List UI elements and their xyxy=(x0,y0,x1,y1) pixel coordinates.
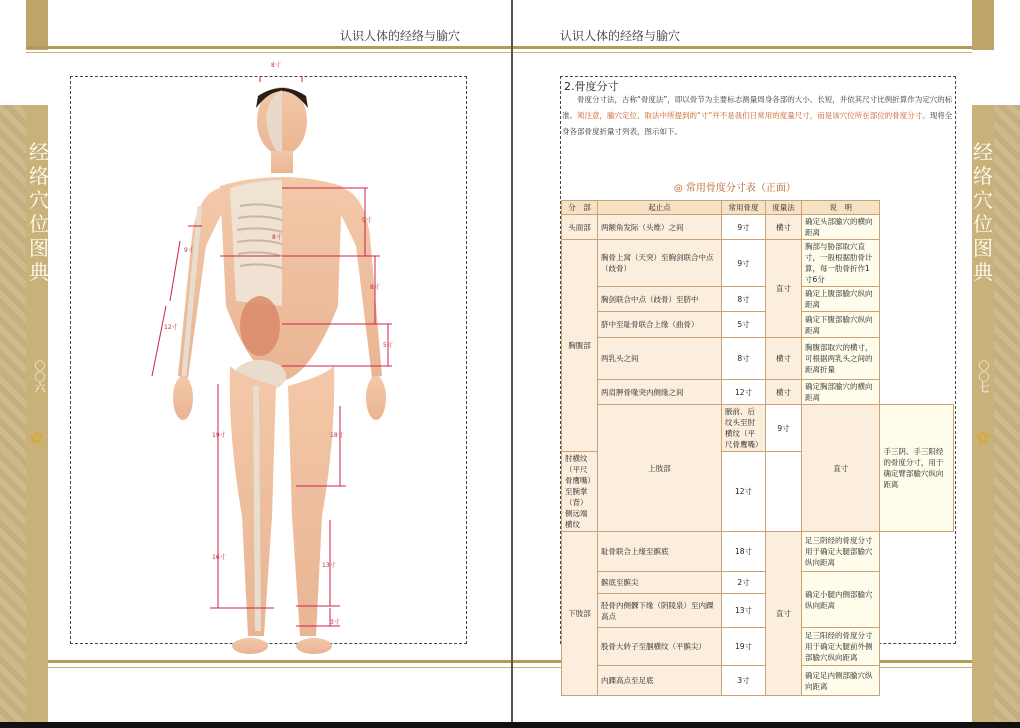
note-cell: 足三阳经的骨度分寸用于确定大腿前外侧部腧穴纵向距离 xyxy=(802,628,880,666)
from-cell: 两肩胛骨喙突内侧缘之间 xyxy=(598,380,722,405)
table-row xyxy=(562,240,954,287)
method-cell: 横寸 xyxy=(766,380,802,405)
side-title-vertical: 经 络 穴 位 图 典 xyxy=(973,140,993,284)
measure-label-shin-outer: 13寸 xyxy=(322,562,336,569)
region-cell: 头面部 xyxy=(562,215,598,240)
bottom-edge xyxy=(0,722,1020,728)
measure-label-thigh-inner: 19寸 xyxy=(212,432,226,439)
table-row xyxy=(562,312,954,338)
table-row xyxy=(562,287,954,312)
table-row xyxy=(562,380,954,405)
header-cun: 常用骨度 xyxy=(722,201,766,215)
cun-cell: 19寸 xyxy=(722,628,766,666)
table-row xyxy=(562,572,954,594)
note-cell: 胸部与胁部取穴直寸，一般根据肋骨计算，每一肋骨折作1寸6分 xyxy=(802,240,880,287)
table-row xyxy=(562,405,954,452)
header-rule xyxy=(26,46,512,49)
header-method: 度量法 xyxy=(766,201,802,215)
note-cell: 确定胸部腧穴的横向距离 xyxy=(802,380,880,405)
from-cell: 胸骨上窝（天突）至胸剑联合中点（歧骨） xyxy=(598,240,722,287)
page-number: 〇〇六 xyxy=(33,360,46,393)
top-corner-decoration xyxy=(972,0,994,50)
from-cell: 髌底至髌尖 xyxy=(598,572,722,594)
note-cell: 确定头部腧穴的横向距离 xyxy=(802,215,880,240)
running-header: 认识人体的经络与腧穴 xyxy=(340,29,461,43)
region-cell: 上肢部 xyxy=(598,405,722,532)
header-rule-thin xyxy=(26,52,512,53)
header-note: 说 明 xyxy=(802,201,880,215)
table-row xyxy=(562,666,954,696)
human-figure-illustration xyxy=(70,76,465,656)
side-pattern-strip xyxy=(0,105,26,722)
method-cell: 横寸 xyxy=(766,338,802,380)
flower-ornament-icon: ✿ xyxy=(30,428,44,447)
measure-label-lower-abdomen: 5寸 xyxy=(383,342,393,349)
cun-cell: 2寸 xyxy=(722,572,766,594)
note-cell: 确定足内侧部腧穴纵向距离 xyxy=(802,666,880,696)
cun-cell: 9寸 xyxy=(722,215,766,240)
side-title-vertical: 经 络 穴 位 图 典 xyxy=(29,140,49,284)
cun-cell: 8寸 xyxy=(722,287,766,312)
note-cell: 确定上腹部腧穴纵向距离 xyxy=(802,287,880,312)
flower-ornament-icon: ✿ xyxy=(976,428,990,447)
method-cell: 直寸 xyxy=(766,240,802,338)
measure-label-shin-inner: 16寸 xyxy=(212,554,226,561)
book-spine xyxy=(511,0,513,728)
page-number: 〇〇七 xyxy=(977,360,990,393)
cun-cell: 13寸 xyxy=(722,594,766,628)
header-rule xyxy=(512,46,972,49)
cun-cell: 12寸 xyxy=(722,452,766,532)
cun-cell: 3寸 xyxy=(722,666,766,696)
cun-cell: 12寸 xyxy=(722,380,766,405)
table-caption: ◎ 常用骨度分寸表（正面） xyxy=(674,183,796,194)
measure-label-top: 8寸 xyxy=(271,62,281,69)
method-cell: 直寸 xyxy=(802,405,880,532)
measure-label-upper-abdomen: 8寸 xyxy=(370,284,380,291)
running-header: 认识人体的经络与腧穴 xyxy=(560,29,681,43)
from-cell: 肘横纹（平尺骨鹰嘴）至腕掌（背）侧远端横纹 xyxy=(562,452,598,532)
from-cell: 耻骨联合上缘至髌底 xyxy=(598,532,722,572)
method-cell: 横寸 xyxy=(766,215,802,240)
cun-cell: 5寸 xyxy=(722,312,766,338)
section-intro: 骨度分寸法，古称“骨度法”，即以骨节为主要标志测量周身各部的大小、长短，并依其尺寸比例折算作为定穴的标准。须注意，腧穴定位、取法中所提到的“寸”并不是我们日常用的度量尺寸，而是该穴位所在部位的骨度分寸。现将全身各部骨度折量寸列表，图示如下。 xyxy=(562,95,953,136)
measure-label-forearm: 12寸 xyxy=(164,324,178,331)
from-cell: 胸剑联合中点（歧骨）至脐中 xyxy=(598,287,722,312)
table-row xyxy=(562,532,954,572)
table-row xyxy=(562,215,954,240)
cun-cell: 8寸 xyxy=(722,338,766,380)
measure-label-ankle: 3寸 xyxy=(330,619,340,626)
region-cell: 胸腹部 xyxy=(562,240,598,452)
side-pattern-strip xyxy=(994,105,1020,722)
cun-cell: 9寸 xyxy=(766,405,802,452)
note-cell: 确定小腿内侧部腧穴纵向距离 xyxy=(802,572,880,628)
footer-rule xyxy=(48,660,512,663)
top-corner-decoration xyxy=(26,0,48,50)
table-header-row xyxy=(562,201,954,215)
header-rule-thin xyxy=(512,52,972,53)
from-cell: 两额角发际（头维）之间 xyxy=(598,215,722,240)
header-from-to: 起止点 xyxy=(598,201,722,215)
cun-cell: 9寸 xyxy=(722,240,766,287)
table-row xyxy=(562,338,954,380)
method-cell: 直寸 xyxy=(766,532,802,696)
from-cell: 股骨大转子至腘横纹（平髌尖） xyxy=(598,628,722,666)
note-cell: 手三阴、手三阳经的骨度分寸，用于确定臂部腧穴纵向距离 xyxy=(880,405,954,532)
from-cell: 两乳头之间 xyxy=(598,338,722,380)
bone-measurement-table xyxy=(561,200,954,696)
measure-label-chest: 9寸 xyxy=(362,217,372,224)
header-region: 分 部 xyxy=(562,201,598,215)
from-cell: 内踝高点至足底 xyxy=(598,666,722,696)
note-cell: 足三阴经的骨度分寸用于确定大腿部腧穴纵向距离 xyxy=(802,532,880,572)
measure-label-thigh-outer: 18寸 xyxy=(330,432,344,439)
from-cell: 腋前、后纹头至肘横纹（平尺骨鹰嘴） xyxy=(722,405,766,452)
section-title: 2.骨度分寸 xyxy=(564,80,619,93)
region-cell: 下肢部 xyxy=(562,532,598,696)
measure-label-trunk: 8寸 xyxy=(272,234,282,241)
note-cell: 确定下腹部腧穴纵向距离 xyxy=(802,312,880,338)
footer-rule-thin xyxy=(48,667,512,668)
table-row xyxy=(562,628,954,666)
table-row xyxy=(562,594,954,628)
from-cell: 脐中至耻骨联合上缘（曲骨） xyxy=(598,312,722,338)
measure-label-upper-arm: 9寸 xyxy=(184,247,194,254)
right-page xyxy=(512,0,1020,728)
cun-cell: 18寸 xyxy=(722,532,766,572)
from-cell: 胫骨内侧髁下缘（阴陵泉）至内踝高点 xyxy=(598,594,722,628)
note-cell: 胸腹部取穴的横寸，可根据两乳头之间的距离折量 xyxy=(802,338,880,380)
